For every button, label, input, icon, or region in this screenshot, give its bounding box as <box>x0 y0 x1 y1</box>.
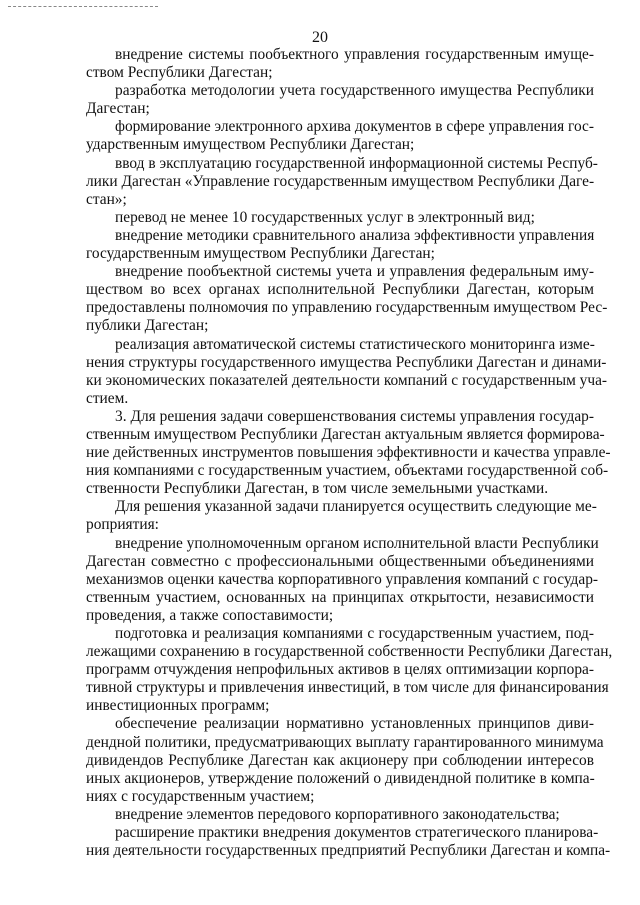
text-line: ством Республики Дагестан; <box>86 64 273 82</box>
text-line: ние действенных инструментов повышения эффективности и качества управле- <box>86 444 611 462</box>
text-line: ществом во всех органах исполнительной Республики Дагестан, которым <box>86 281 594 299</box>
text-line: внедрение системы пообъектного управления государственным имуще- <box>115 46 594 63</box>
text-line: ввод в эксплуатацию государственной информационной системы Респуб- <box>115 154 598 172</box>
text-line: нения структуры государственного имущества Республики Дагестан и динами- <box>86 353 607 371</box>
text-line: тивной структуры и привлечения инвестиций, в том числе для финансирования <box>86 679 609 697</box>
text-line: реализация автоматической системы статистического мониторинга изме- <box>115 335 595 353</box>
text-line: формирование электронного архива документов в сфере управления гос- <box>115 118 594 136</box>
text-line: внедрение элементов передового корпоративного законодательства; <box>115 805 560 823</box>
text-line: роприятия: <box>86 516 159 534</box>
text-line: разработка методологии учета государственного имущества Республики <box>115 82 594 100</box>
text-line: внедрение методики сравнительного анализа эффективности управления <box>115 226 595 244</box>
text-line: дендной политики, предусматривающих выплату гарантированного минимума <box>86 733 604 751</box>
page-number: 20 <box>312 29 328 46</box>
text-line: государственным имуществом Республики Дагестан; <box>86 245 435 263</box>
text-line: ственности Республики Дагестан, в том числе земельными участками. <box>86 480 549 498</box>
text-line: ниях с государственным участием; <box>86 787 315 805</box>
text-line: расширение практики внедрения документов стратегического планирова- <box>115 824 599 842</box>
text-line: лики Дагестан «Управление государственным имуществом Республики Даге- <box>86 172 595 190</box>
text-line: ния компаниями с государственным участием, объектами государственной соб- <box>86 462 609 480</box>
text-line: механизмов оценки качества корпоративного управления компаний с государ- <box>86 570 599 588</box>
text-line: иных акционеров, утверждение положений о дивидендной политике в компа- <box>86 769 595 787</box>
text-line: обеспечение реализации нормативно установленных принципов диви- <box>115 715 594 733</box>
text-line: предоставлены полномочия по управлению государственным имуществом Рес- <box>86 299 608 317</box>
text-line: дивидендов Республике Дагестан как акционеру при соблюдении интересов <box>86 751 594 769</box>
document-body <box>86 46 613 860</box>
text-line: ственным участием, основанных на принципах открытости, независимости <box>86 588 594 606</box>
text-line: инвестиционных программ; <box>86 697 270 715</box>
page-top-rule <box>8 6 158 7</box>
text-line: перевод не менее 10 государственных услуг в электронный вид; <box>115 208 535 226</box>
text-line: Для решения указанной задачи планируется осуществить следующие ме- <box>115 498 597 516</box>
text-line: публики Дагестан; <box>86 317 209 335</box>
text-line: внедрение пообъектной системы учета и управления федеральным иму- <box>115 263 594 281</box>
text-line: внедрение уполномоченным органом исполнительной власти Республики <box>115 534 599 552</box>
text-line: проведения, а также сопоставимости; <box>86 606 334 624</box>
text-line: стан»; <box>86 190 127 208</box>
text-line: ки экономических показателей деятельности компаний с государственным уча- <box>86 371 608 389</box>
text-line: лежащими сохранению в государственной собственности Республики Дагестан, <box>86 643 613 661</box>
text-line: 3. Для решения задачи совершенствования системы управления государ- <box>115 407 594 425</box>
text-line: ударственным имуществом Республики Дагестан; <box>86 136 415 154</box>
text-line: стием. <box>86 389 129 407</box>
text-line: подготовка и реализация компаниями с государственным участием, под- <box>115 625 594 642</box>
text-line: Дагестан совместно с профессиональными общественными объединениями <box>86 552 594 570</box>
text-line: программ отчуждения непрофильных активов в целях оптимизации корпора- <box>86 661 594 679</box>
text-line: ния деятельности государственных предприятий Республики Дагестан и компа- <box>86 842 611 860</box>
text-line: ственным имуществом Республики Дагестан актуальным является формирова- <box>86 425 605 443</box>
text-line: Дагестан; <box>86 100 150 118</box>
